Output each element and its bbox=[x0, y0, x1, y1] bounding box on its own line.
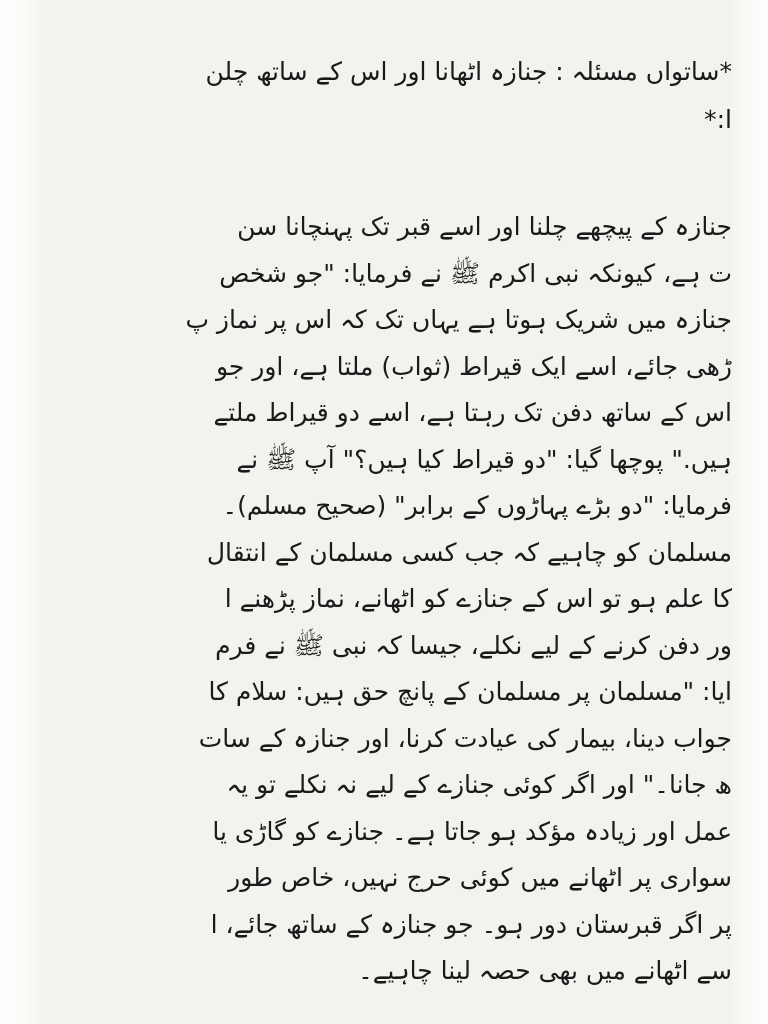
heading-line: *ساتواں مسئلہ : جنازہ اٹھانا اور اس کے ساتھ چلن bbox=[205, 57, 732, 86]
body-line: جنازہ میں شریک ہوتا ہے یہاں تک کہ اس پر نماز پ bbox=[185, 305, 732, 334]
body-line: کا علم ہو تو اس کے جنازے کو اٹھانے، نماز پڑھنے ا bbox=[224, 584, 732, 613]
body-line: ت ہے، کیونکہ نبی اکرم ﷺ نے فرمایا: "جو شخص bbox=[219, 258, 732, 288]
body-line: ایا: "مسلمان پر مسلمان کے پانچ حق ہیں: سلام کا bbox=[208, 677, 732, 706]
body-line: پر اگر قبرستان دور ہو۔ جو جنازہ کے ساتھ جائے، ا bbox=[210, 909, 732, 939]
body-line: عمل اور زیادہ مؤکد ہو جاتا ہے۔ جنازے کو گاڑی یا bbox=[212, 816, 732, 846]
paper-edge-left bbox=[0, 0, 44, 1024]
body-line: سے اٹھانے میں بھی حصہ لینا چاہیے۔ bbox=[358, 956, 732, 985]
body-line: فرمایا: "دو بڑے پہاڑوں کے برابر" (صحیح مسلم)۔ bbox=[222, 491, 732, 520]
paper-edge-right bbox=[728, 0, 768, 1024]
body-line: ڑھی جائے، اسے ایک قیراط (ثواب) ملتا ہے، اور جو bbox=[215, 351, 732, 381]
body-paragraph bbox=[46, 204, 732, 995]
body-line: سواری پر اٹھانے میں کوئی حرج نہیں، خاص طور bbox=[228, 863, 732, 892]
body-line: ہیں." پوچھا گیا: "دو قیراط کیا ہیں؟" آپ ﷺ نے bbox=[236, 444, 732, 474]
body-line: ھ جانا۔" اور اگر کوئی جنازے کے لیے نہ نکلے تو یہ bbox=[226, 770, 732, 799]
body-line: جواب دینا، بیمار کی عیادت کرنا، اور جنازہ کے سات bbox=[198, 723, 732, 753]
body-line: مسلمان کو چاہیے کہ جب کسی مسلمان کے انتقال bbox=[206, 537, 732, 567]
document-content bbox=[46, 48, 732, 995]
section-heading bbox=[46, 48, 732, 144]
body-line: اس کے ساتھ دفن تک رہتا ہے، اسے دو قیراط ملتے bbox=[213, 398, 732, 427]
body-line: ور دفن کرنے کے لیے نکلے، جیسا کہ نبی ﷺ نے فرم bbox=[215, 630, 732, 660]
heading-line: ا:* bbox=[704, 105, 732, 134]
body-line: جنازہ کے پیچھے چلنا اور اسے قبر تک پہنچانا سن bbox=[237, 212, 732, 241]
